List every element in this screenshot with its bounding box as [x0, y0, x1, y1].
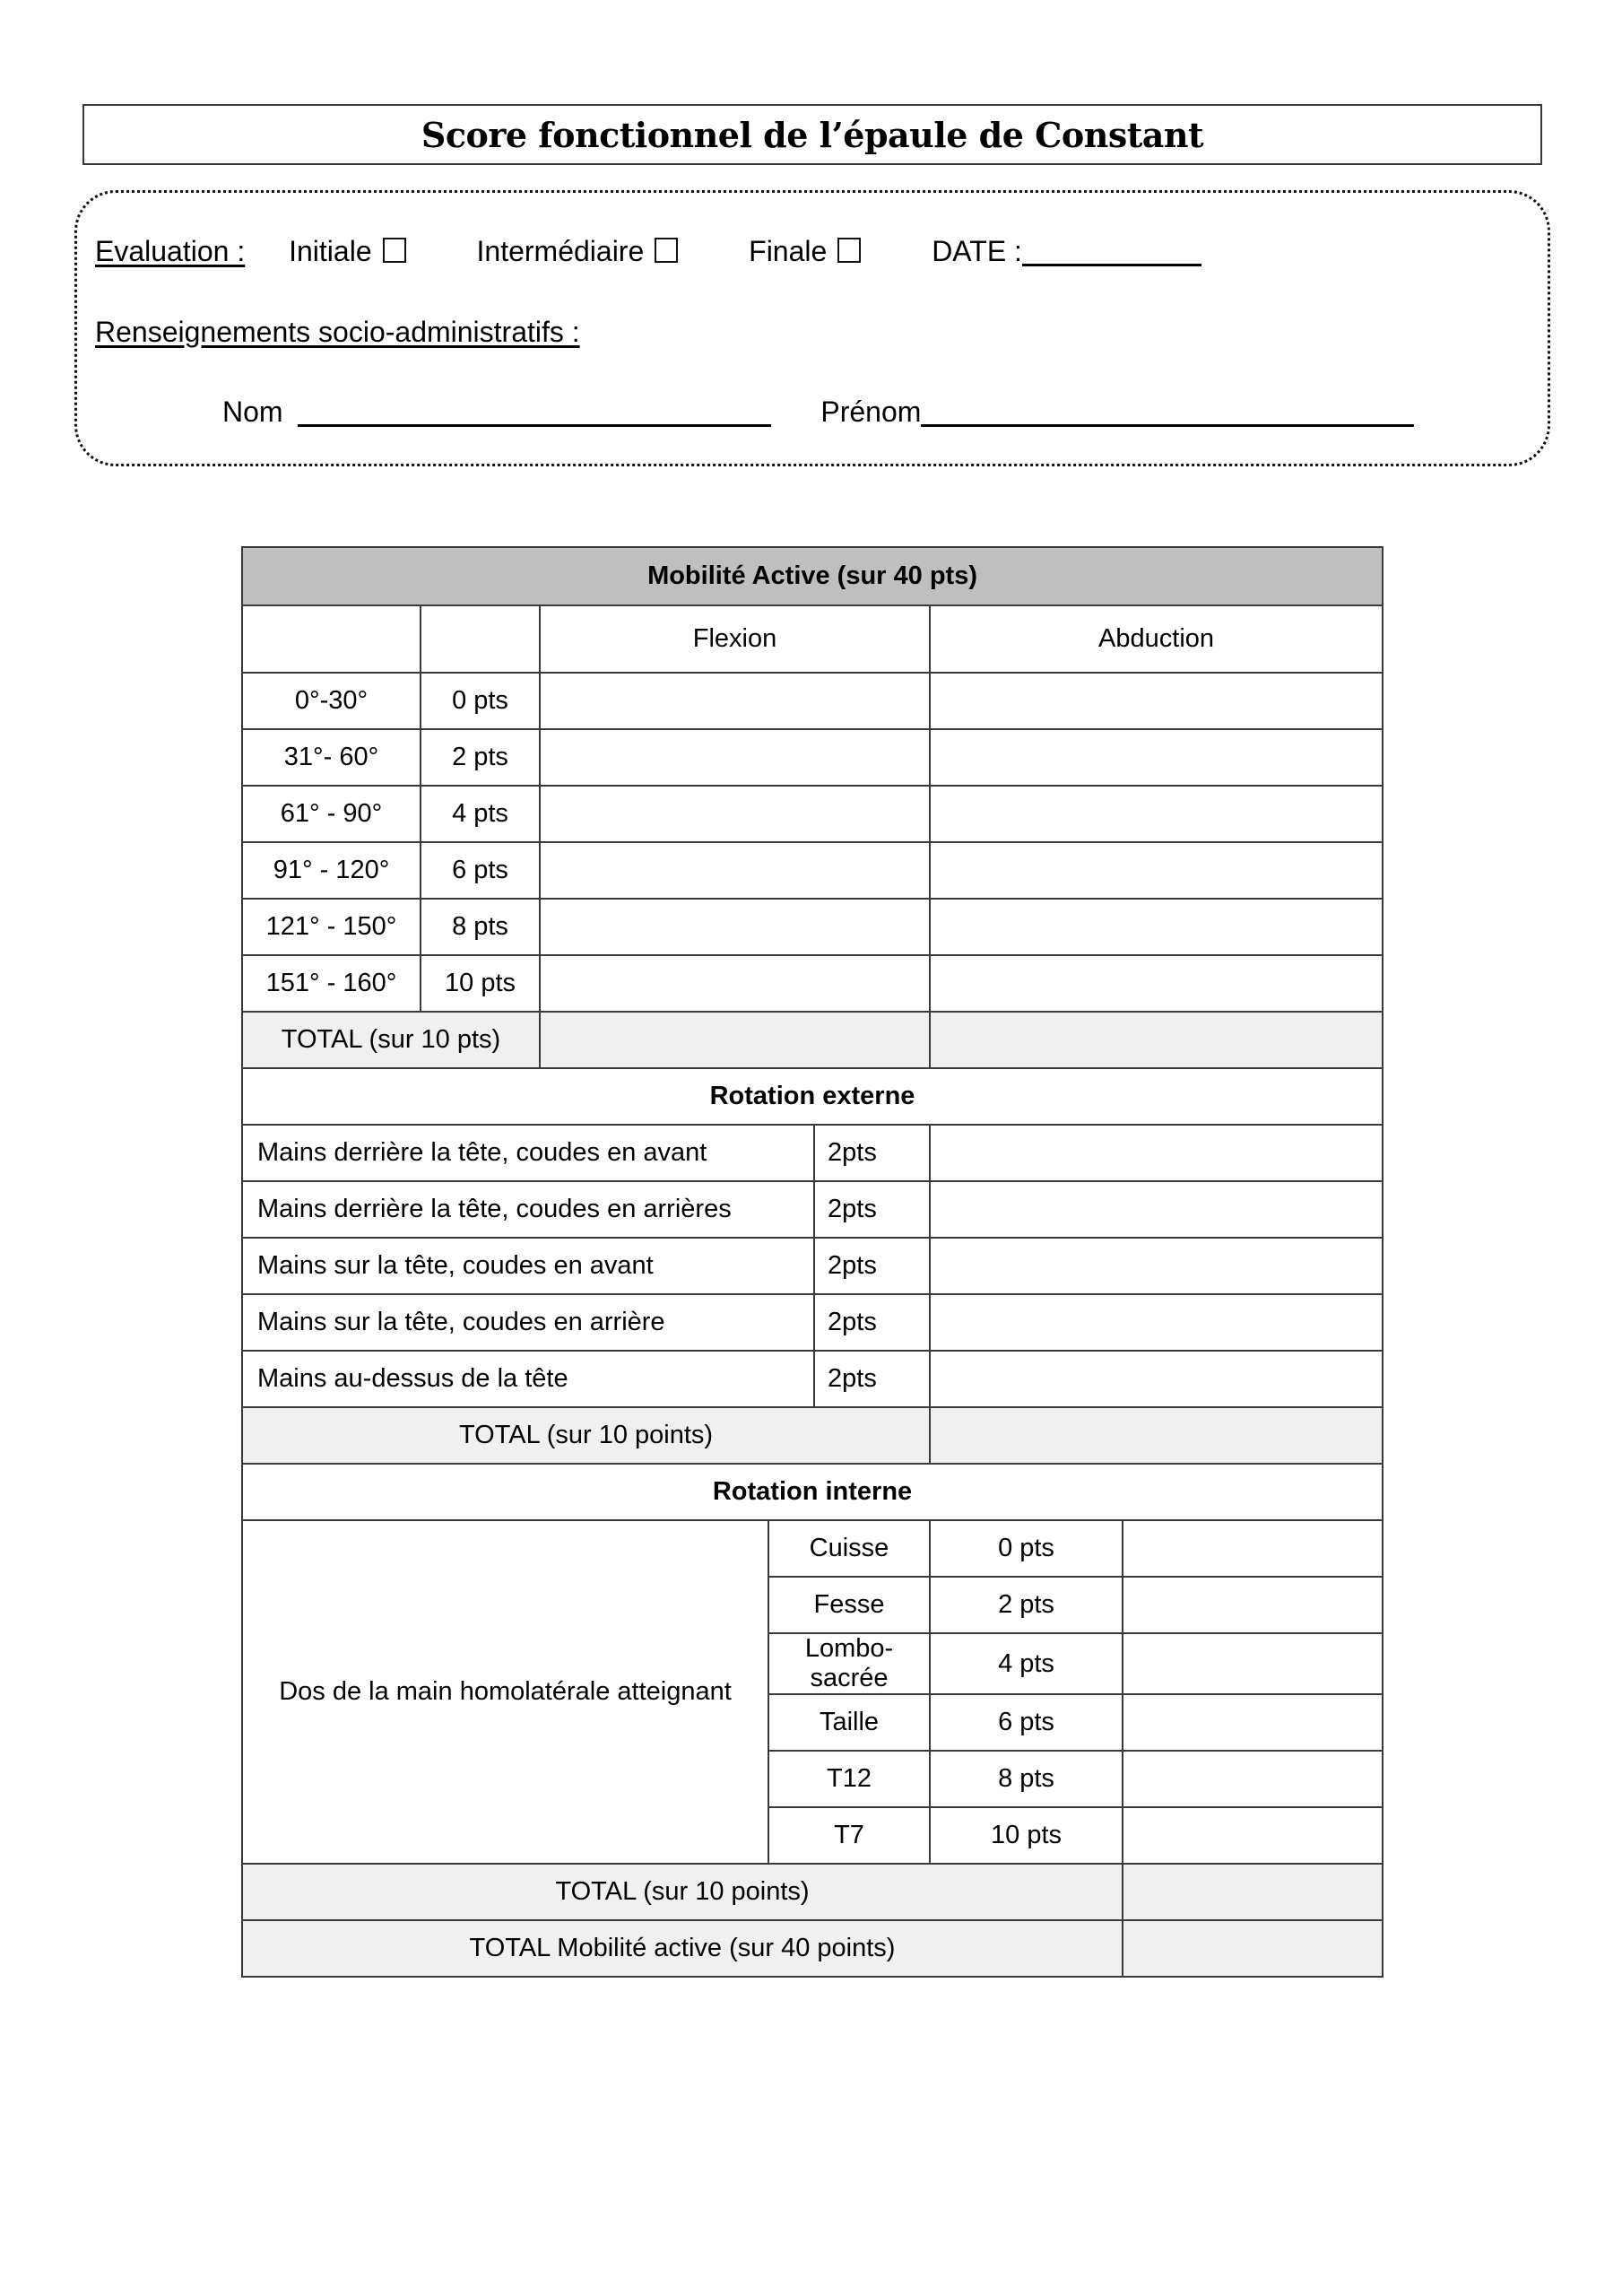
rot-int-label: Cuisse — [768, 1520, 930, 1577]
rot-int-total-input[interactable] — [1123, 1864, 1383, 1920]
rot-ext-pts: 2pts — [814, 1294, 930, 1351]
flexion-input[interactable] — [540, 729, 930, 786]
rot-ext-pts: 2pts — [814, 1238, 930, 1294]
flexion-input[interactable] — [540, 786, 930, 842]
rot-ext-label: Mains derrière la tête, coudes en arrières — [242, 1181, 814, 1238]
range-cell: 121° - 150° — [242, 899, 421, 955]
pts-cell: 10 pts — [421, 955, 540, 1012]
rot-int-label: Lombo-sacrée — [768, 1633, 930, 1694]
date-label: DATE : — [932, 235, 1022, 267]
pts-cell: 8 pts — [421, 899, 540, 955]
pts-cell: 6 pts — [421, 842, 540, 899]
table-row — [242, 1125, 1383, 1181]
rot-ext-label: Mains au-dessus de la tête — [242, 1351, 814, 1407]
column-abduction: Abduction — [930, 605, 1383, 673]
rotation-externe-title: Rotation externe — [242, 1068, 1383, 1125]
pts-cell: 0 pts — [421, 673, 540, 729]
rot-int-pts: 6 pts — [930, 1694, 1123, 1751]
socio-label: Renseignements socio-administratifs : — [95, 316, 580, 348]
rot-ext-label: Mains derrière la tête, coudes en avant — [242, 1125, 814, 1181]
prenom-field[interactable] — [921, 397, 1414, 427]
rot-ext-input[interactable] — [930, 1294, 1383, 1351]
nom-field[interactable] — [298, 397, 771, 427]
rot-int-pts: 10 pts — [930, 1807, 1123, 1864]
rot-int-pts: 8 pts — [930, 1751, 1123, 1807]
grand-total-row — [242, 1920, 1383, 1977]
checkbox-initiale[interactable] — [383, 238, 406, 263]
flexion-input[interactable] — [540, 955, 930, 1012]
rot-ext-input[interactable] — [930, 1238, 1383, 1294]
rot-int-pts: 2 pts — [930, 1577, 1123, 1633]
rot-int-pts: 0 pts — [930, 1520, 1123, 1577]
range-cell: 151° - 160° — [242, 955, 421, 1012]
rot-ext-pts: 2pts — [814, 1125, 930, 1181]
table-row — [242, 1181, 1383, 1238]
range-cell: 91° - 120° — [242, 842, 421, 899]
pts-cell: 4 pts — [421, 786, 540, 842]
name-row — [222, 396, 1414, 429]
rot-ext-total-label: TOTAL (sur 10 points) — [242, 1407, 930, 1464]
option-intermediaire-label: Intermédiaire — [476, 235, 645, 267]
evaluation-label: Evaluation : — [95, 235, 246, 267]
rot-ext-input[interactable] — [930, 1125, 1383, 1181]
abduction-input[interactable] — [930, 842, 1383, 899]
rotation-interne-title: Rotation interne — [242, 1464, 1383, 1520]
grand-total-input[interactable] — [1123, 1920, 1383, 1977]
abduction-input[interactable] — [930, 955, 1383, 1012]
evaluation-row — [95, 235, 1201, 268]
abduction-total-input[interactable] — [930, 1012, 1383, 1068]
rot-int-input[interactable] — [1123, 1694, 1383, 1751]
rot-int-label: T12 — [768, 1751, 930, 1807]
range-cell: 0°-30° — [242, 673, 421, 729]
nom-label: Nom — [222, 396, 283, 428]
range-total-label: TOTAL (sur 10 pts) — [242, 1012, 540, 1068]
option-finale-label: Finale — [749, 235, 828, 267]
table-row — [242, 786, 1383, 842]
date-field[interactable] — [1022, 237, 1201, 266]
flexion-input[interactable] — [540, 899, 930, 955]
prenom-label: Prénom — [820, 396, 922, 428]
range-cell: 61° - 90° — [242, 786, 421, 842]
rot-int-label: T7 — [768, 1807, 930, 1864]
total-row — [242, 1864, 1383, 1920]
abduction-input[interactable] — [930, 673, 1383, 729]
flexion-input[interactable] — [540, 842, 930, 899]
abduction-input[interactable] — [930, 899, 1383, 955]
table-row — [242, 842, 1383, 899]
rot-ext-pts: 2pts — [814, 1181, 930, 1238]
range-cell: 31°- 60° — [242, 729, 421, 786]
rot-int-label: Fesse — [768, 1577, 930, 1633]
empty-cell — [242, 605, 421, 673]
rot-ext-input[interactable] — [930, 1181, 1383, 1238]
table-row — [242, 1294, 1383, 1351]
column-flexion: Flexion — [540, 605, 930, 673]
title-box — [82, 104, 1542, 165]
page-title: Score fonctionnel de l’épaule de Constant — [421, 114, 1204, 155]
rot-ext-label: Mains sur la tête, coudes en arrière — [242, 1294, 814, 1351]
mobility-table — [241, 546, 1383, 1978]
socio-row — [95, 316, 580, 349]
table-row — [242, 899, 1383, 955]
option-initiale-label: Initiale — [289, 235, 372, 267]
rot-int-pts: 4 pts — [930, 1633, 1123, 1694]
rot-int-input[interactable] — [1123, 1633, 1383, 1694]
rot-ext-pts: 2pts — [814, 1351, 930, 1407]
total-row — [242, 1012, 1383, 1068]
table-row — [242, 1351, 1383, 1407]
checkbox-finale[interactable] — [837, 238, 861, 263]
rot-ext-label: Mains sur la tête, coudes en avant — [242, 1238, 814, 1294]
table-header: Mobilité Active (sur 40 pts) — [242, 547, 1383, 605]
abduction-input[interactable] — [930, 729, 1383, 786]
total-row — [242, 1407, 1383, 1464]
rot-int-input[interactable] — [1123, 1520, 1383, 1577]
table-row — [242, 1520, 1383, 1577]
rot-ext-total-input[interactable] — [930, 1407, 1383, 1464]
table-row — [242, 673, 1383, 729]
table-row — [242, 955, 1383, 1012]
table-row — [242, 729, 1383, 786]
table-row — [242, 1238, 1383, 1294]
rot-int-input[interactable] — [1123, 1751, 1383, 1807]
rot-int-input[interactable] — [1123, 1577, 1383, 1633]
rot-int-label: Taille — [768, 1694, 930, 1751]
rot-int-group-label: Dos de la main homolatérale atteignant — [242, 1520, 768, 1864]
rot-int-input[interactable] — [1123, 1807, 1383, 1864]
empty-cell — [421, 605, 540, 673]
flexion-input[interactable] — [540, 673, 930, 729]
grand-total-label: TOTAL Mobilité active (sur 40 points) — [242, 1920, 1123, 1977]
pts-cell: 2 pts — [421, 729, 540, 786]
rot-ext-input[interactable] — [930, 1351, 1383, 1407]
rot-int-total-label: TOTAL (sur 10 points) — [242, 1864, 1123, 1920]
checkbox-intermediaire[interactable] — [655, 238, 678, 263]
abduction-input[interactable] — [930, 786, 1383, 842]
flexion-total-input[interactable] — [540, 1012, 930, 1068]
